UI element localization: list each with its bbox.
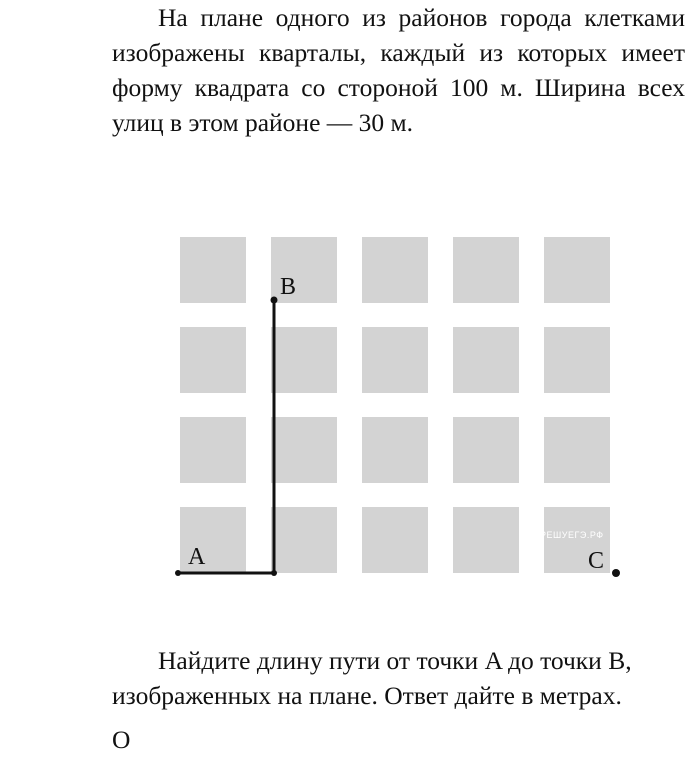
city-block bbox=[362, 237, 428, 303]
point-b bbox=[271, 297, 278, 304]
city-block bbox=[362, 507, 428, 573]
city-block bbox=[271, 327, 337, 393]
city-plan-svg bbox=[170, 228, 630, 588]
path-corner bbox=[271, 570, 277, 576]
city-block bbox=[271, 507, 337, 573]
problem-intro: На плане одного из районов города клетками изображены кварталы, каждый из которых имеет форму квадрата со стороной 100 м. Ширина всех улиц в этом районе — 30 м. bbox=[112, 3, 685, 137]
point-c bbox=[612, 569, 620, 577]
watermark: РЕШУЕГЭ.РФ bbox=[540, 530, 604, 540]
city-block bbox=[453, 417, 519, 483]
city-block bbox=[271, 417, 337, 483]
city-plan bbox=[170, 228, 630, 588]
city-block bbox=[453, 237, 519, 303]
city-block bbox=[180, 237, 246, 303]
question-line-1: Найдите длину пути от точки A до точки B, bbox=[158, 646, 632, 675]
city-block bbox=[544, 417, 610, 483]
city-block bbox=[362, 417, 428, 483]
city-blocks bbox=[180, 237, 610, 573]
city-block bbox=[180, 327, 246, 393]
point-b-label: B bbox=[280, 274, 297, 300]
question-line-2: изображенных на плане. Ответ дайте в метрах. bbox=[112, 681, 622, 710]
city-block bbox=[453, 507, 519, 573]
point-c-label: C bbox=[588, 548, 605, 574]
city-block bbox=[544, 237, 610, 303]
problem-question bbox=[112, 643, 692, 713]
city-block bbox=[453, 327, 519, 393]
next-text-fragment: О bbox=[112, 725, 131, 754]
city-block bbox=[544, 327, 610, 393]
city-block bbox=[180, 417, 246, 483]
point-a-label: A bbox=[188, 544, 206, 570]
point-a bbox=[175, 570, 181, 576]
city-block bbox=[362, 327, 428, 393]
